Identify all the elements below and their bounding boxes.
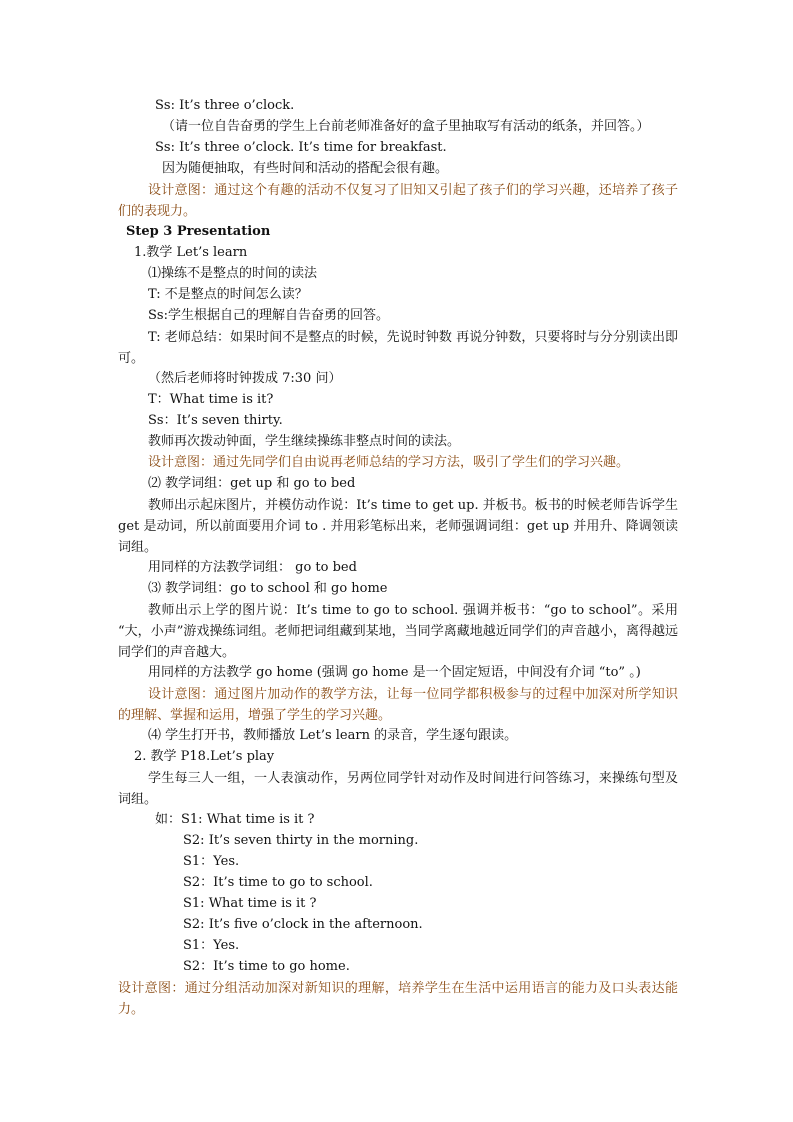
teaching-paragraph-school: 教师出示上学的图片说：It’s time to go to school. 强调并板书：“go to school”。采用 “大，小声”游戏操练词组。老师把词组藏到某地，当同学离藏地越近同学们的声音越小，离得越远同学们的声音越大。 <box>118 603 678 660</box>
dialogue-example-line: S2: It’s five o’clock in the afternoon. <box>183 917 423 932</box>
design-intent-3: 设计意图：通过图片加动作的教学方法，让每一位同学都积极参与的过程中加深对所学知识的理解、掌握和运用，增强了学生的学习兴趣。 <box>118 687 678 723</box>
design-intent-1: 设计意图：通过这个有趣的活动不仅复习了旧知又引起了孩子们的学习兴趣，还培养了孩子们的表现力。 <box>118 183 678 219</box>
dialogue-line: Ss: It’s three o’clock. <box>155 98 295 113</box>
note-line: 用同样的方法教学词组： go to bed <box>148 560 357 575</box>
instruction-line: （请一位自告奋勇的学生上台前老师准备好的盒子里抽取写有活动的纸条，并回答。） <box>162 119 650 134</box>
activity-description: 学生每三人一组，一人表演动作，另两位同学针对动作及时间进行问答练习，来操练句型及词组。 <box>118 771 678 807</box>
design-intent-4: 设计意图：通过分组活动加深对新知识的理解，培养学生在生活中运用语言的能力及口头表达能力。 <box>118 981 678 1017</box>
dialogue-line: T：What time is it? <box>148 392 274 407</box>
note-line: 用同样的方法教学 go home (强调 go home 是一个固定短语，中间没有介词 “to” 。) <box>148 665 641 680</box>
dialogue-line: Ss: It’s three o’clock. It’s time for breakfast. <box>155 140 447 155</box>
subsection-heading-lets-learn: 1.教学 Let’s learn <box>134 245 248 260</box>
dialogue-line: T: 不是整点的时间怎么读？ <box>148 287 308 302</box>
dialogue-example-line: S1：Yes. <box>183 854 240 869</box>
item-heading: ⑴操练不是整点的时间的读法 <box>148 266 318 281</box>
dialogue-example-line: 如：S1: What time is it ? <box>155 812 315 827</box>
dialogue-line: Ss：It’s seven thirty. <box>148 413 283 428</box>
dialogue-example-line: S1: What time is it ? <box>183 896 317 911</box>
section-heading-step3: Step 3 Presentation <box>126 224 271 239</box>
teaching-paragraph-get-up: 教师出示起床图片，并模仿动作说：It’s time to get up. 并板书。板书的时候老师告诉学生 get 是动词，所以前面要用介词 to . 并用彩笔标出来，老师强调词组：get up 并用升、降调领读词组。 <box>118 498 678 555</box>
dialogue-example-line: S2：It’s time to go home. <box>183 959 350 974</box>
item-heading: ⑶ 教学词组：go to school 和 go home <box>148 581 388 596</box>
teacher-summary: T: 老师总结：如果时间不是整点的时候，先说时钟数 再说分钟数，只要将时与分分别读出即可。 <box>118 330 678 366</box>
note-line: 因为随便抽取，有些时间和活动的搭配会很有趣。 <box>162 161 449 176</box>
subsection-heading-lets-play: 2. 教学 P18.Let’s play <box>134 749 275 764</box>
note-line: 教师再次拨动钟面，学生继续操练非整点时间的读法。 <box>148 434 461 449</box>
instruction-line: （然后老师将时钟拨成 7:30 问） <box>148 371 342 386</box>
dialogue-example-line: S2: It’s seven thirty in the morning. <box>183 833 419 848</box>
dialogue-example-line: S2：It’s time to go to school. <box>183 875 373 890</box>
dialogue-example-line: S1：Yes. <box>183 938 240 953</box>
item-heading: ⑷ 学生打开书，教师播放 Let’s learn 的录音，学生逐句跟读。 <box>148 728 518 743</box>
item-heading: ⑵ 教学词组：get up 和 go to bed <box>148 476 356 491</box>
design-intent-2: 设计意图：通过先同学们自由说再老师总结的学习方法，吸引了学生们的学习兴趣。 <box>148 455 630 470</box>
dialogue-line: Ss:学生根据自己的理解自告奋勇的回答。 <box>148 308 389 323</box>
